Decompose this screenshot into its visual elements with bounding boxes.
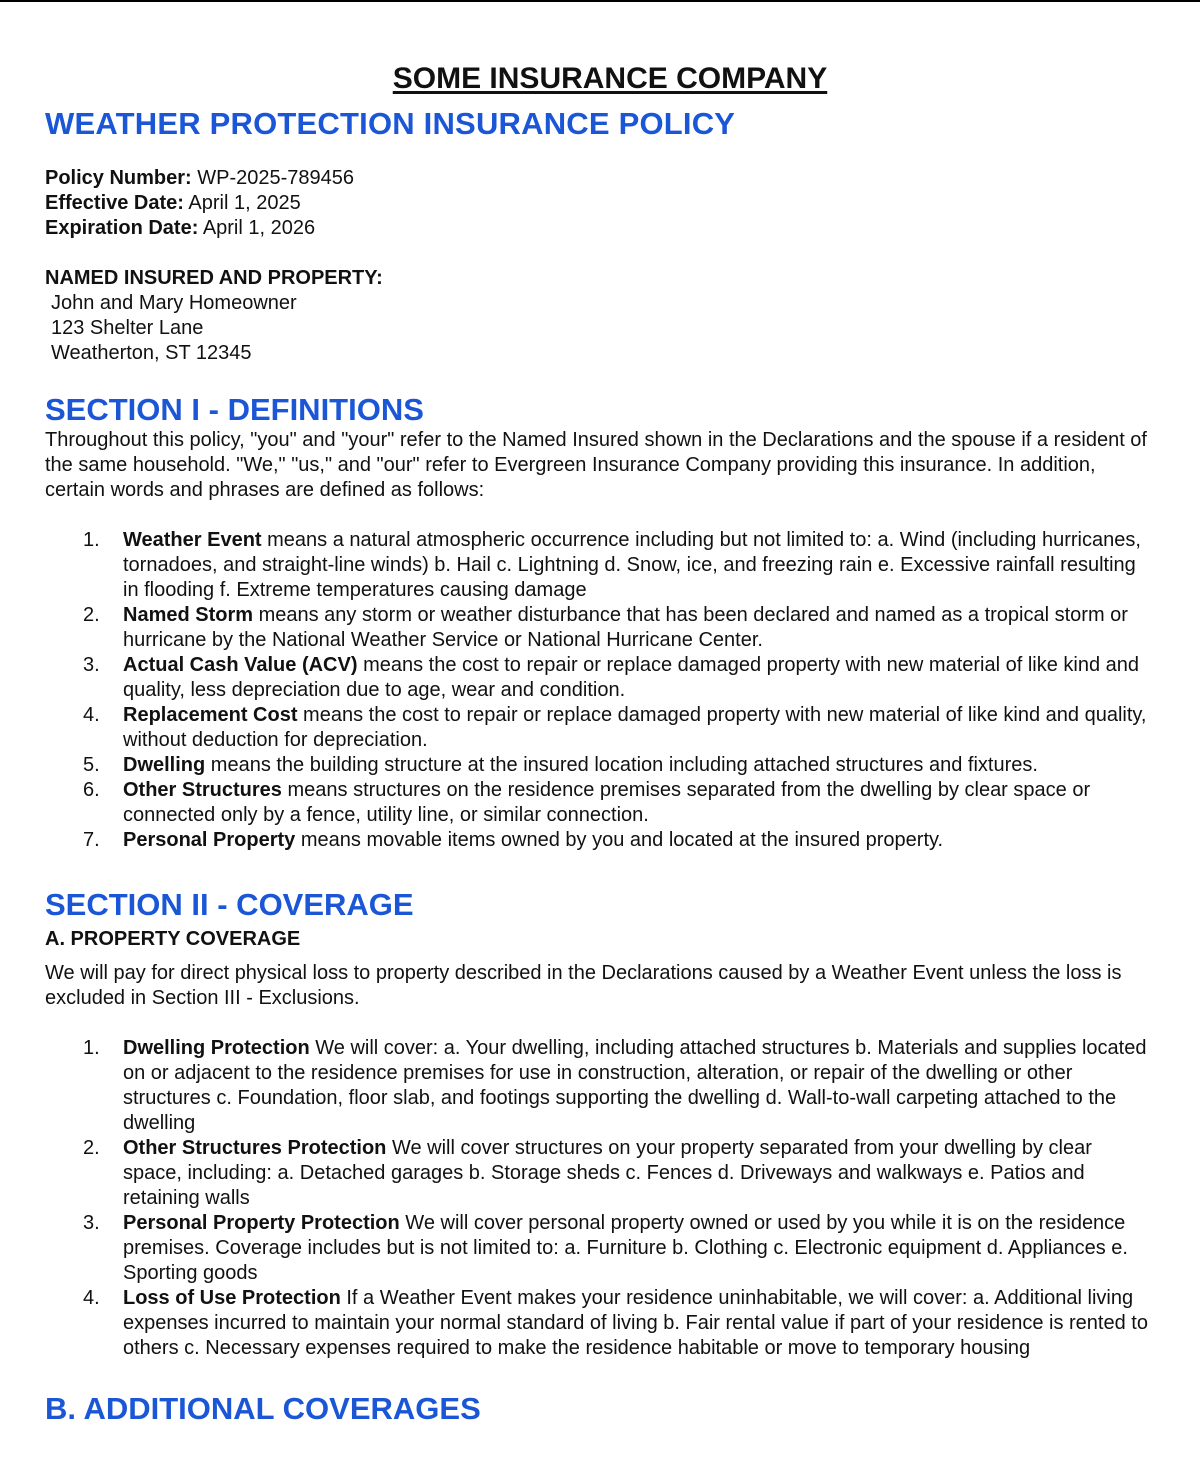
definition-term: Weather Event [123,529,262,551]
policy-number-line [45,166,1155,191]
policy-number-value: WP-2025-789456 [197,167,355,189]
item-number: 2. [83,1137,100,1159]
coverage-item [45,1036,1155,1136]
definition-item [45,778,1155,828]
insured-street: 123 Shelter Lane [51,317,204,339]
coverage-term: Loss of Use Protection [123,1287,341,1309]
section-1-heading: SECTION I - DEFINITIONS [45,392,424,427]
policy-title: WEATHER PROTECTION INSURANCE POLICY [45,106,736,141]
item-number: 2. [83,604,100,626]
coverage-list [45,1036,1155,1361]
item-number: 4. [83,1287,100,1309]
definition-term: Personal Property [123,829,296,851]
definition-item [45,828,1155,853]
coverage-term: Other Structures Protection [123,1137,387,1159]
policy-info [45,166,1155,241]
section-definitions [45,392,1155,853]
item-number: 4. [83,704,100,726]
definition-item [45,703,1155,753]
coverage-term: Dwelling Protection [123,1037,310,1059]
effective-date-label: Effective Date: [45,192,184,214]
expiration-date-value: April 1, 2026 [202,217,316,239]
definition-item [45,528,1155,603]
section-2-heading: SECTION II - COVERAGE [45,887,414,922]
definition-term: Named Storm [123,604,254,626]
item-number: 1. [83,529,100,551]
definition-term: Actual Cash Value (ACV) [123,654,358,676]
definition-text: means structures on the residence premises separated from the dwelling by clear space or connected only by a fence, utility line, or similar connection. [123,779,1091,826]
coverage-item [45,1286,1155,1361]
insured-city: Weatherton, ST 12345 [51,342,252,364]
definition-text: means the cost to repair or replace damaged property with new material of like kind and quality, without deduction for depreciation. [123,704,1147,751]
definition-text: means the cost to repair or replace damaged property with new material of like kind and quality, less depreciation due to age, wear and condition. [123,654,1140,701]
insured-name: John and Mary Homeowner [51,292,297,314]
definition-text: means a natural atmospheric occurrence including but not limited to: a. Wind (including hurricanes, tornadoes, and straight-line winds) b. Hail c. Lightning d. Snow, ice, and freezing rain e. Excessive rainfall resulting in flooding f. Extreme temperatures causing damage [123,529,1141,601]
coverage-text: We will cover: a. Your dwelling, including attached structures b. Materials and supplies located on or adjacent to the residence premises for use in construction, alteration, or repair of the dwelling or other structures c. Foundation, floor slab, and footings supporting the dwelling d. Wall-to-wall carpeting attached to the dwelling [123,1037,1147,1134]
definitions-intro: Throughout this policy, "you" and "your" refer to the Named Insured shown in the Declarations and the spouse if a resident of the same household. "We," "us," and "our" refer to Evergreen Insurance Company providing this insurance. In addition, certain words and phrases are defined as follows: [45,429,1147,501]
company-name: SOME INSURANCE COMPANY [392,62,828,95]
coverage-text: We will cover personal property owned or used by you while it is on the residence premises. Coverage includes but is not limited to: a. Furniture b. Clothing c. Electronic equipment d. Appliances e. Sporting goods [123,1212,1128,1284]
coverage-text: We will cover structures on your property separated from your dwelling by clear space, including: a. Detached garages b. Storage sheds c. Fences d. Driveways and walkways e. Patios and retaining walls [123,1137,1092,1209]
definition-text: means any storm or weather disturbance that has been declared and named as a tropical storm or hurricane by the National Weather Service or National Hurricane Center. [123,604,1128,651]
item-number: 7. [83,829,100,851]
definition-item [45,603,1155,653]
definition-term: Other Structures [123,779,282,801]
definition-text: means the building structure at the insured location including attached structures and fixtures. [205,754,1038,776]
named-insured-heading: NAMED INSURED AND PROPERTY: [45,267,383,289]
definition-text: means movable items owned by you and located at the insured property. [295,829,944,851]
policy-number-label: Policy Number: [45,167,192,189]
named-insured-block [45,266,1155,366]
additional-coverages-heading: B. ADDITIONAL COVERAGES [45,1391,481,1426]
effective-date-line [45,191,1155,216]
coverage-term: Personal Property Protection [123,1212,400,1234]
effective-date-value: April 1, 2025 [188,192,301,214]
coverage-text: If a Weather Event makes your residence uninhabitable, we will cover: a. Additional living expenses incurred to maintain your normal standard of living b. Fair rental value if part of your residence is rented to others c. Necessary expenses required to make the residence habitable or move to temporary housing [123,1287,1148,1359]
item-number: 3. [83,654,100,676]
definition-item [45,653,1155,703]
definitions-list [45,528,1155,853]
definition-term: Dwelling [123,754,206,776]
expiration-date-label: Expiration Date: [45,217,199,239]
top-border [0,0,1200,2]
coverage-item [45,1136,1155,1211]
coverage-item [45,1211,1155,1286]
expiration-date-line [45,216,1155,241]
coverage-intro: We will pay for direct physical loss to property described in the Declarations caused by a Weather Event unless the loss is excluded in Section III - Exclusions. [45,962,1122,1009]
item-number: 1. [83,1037,100,1059]
item-number: 3. [83,1212,100,1234]
item-number: 6. [83,779,100,801]
policy-document [45,62,1155,1427]
definition-term: Replacement Cost [123,704,298,726]
item-number: 5. [83,754,100,776]
property-coverage-heading: A. PROPERTY COVERAGE [45,928,301,950]
section-coverage [45,887,1155,1427]
definition-item [45,753,1155,778]
